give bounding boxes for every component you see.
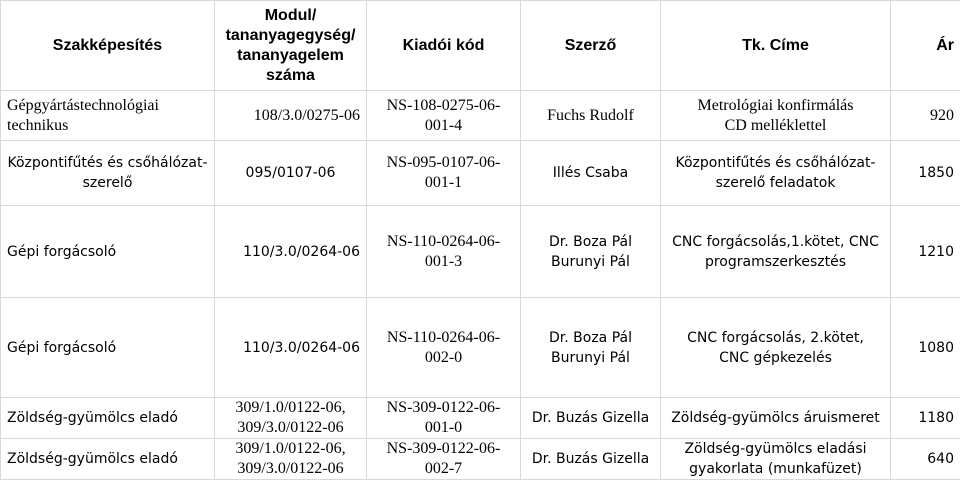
- cell-modul: 095/0107-06: [215, 141, 367, 206]
- cell-szakkepesites: Gépi forgácsoló: [1, 298, 215, 398]
- cell-szerzo: Dr. Buzás Gizella: [521, 439, 661, 480]
- cell-ar: 640: [891, 439, 960, 480]
- cell-modul: 110/3.0/0264-06: [215, 298, 367, 398]
- cell-kiadoi-kod: NS-309-0122-06- 002-7: [367, 439, 521, 480]
- cell-szerzo: Dr. Boza Pál Burunyi Pál: [521, 206, 661, 298]
- cell-tk-cime: CNC forgácsolás,1.kötet, CNC programszerkesztés: [661, 206, 891, 298]
- cell-ar: 1080: [891, 298, 960, 398]
- cell-modul: 309/1.0/0122-06, 309/3.0/0122-06: [215, 398, 367, 439]
- cell-ar: 1180: [891, 398, 960, 439]
- cell-szakkepesites: Gépgyártástechnológiai technikus: [1, 91, 215, 141]
- cell-kiadoi-kod: NS-110-0264-06- 002-0: [367, 298, 521, 398]
- cell-kiadoi-kod: NS-309-0122-06- 001-0: [367, 398, 521, 439]
- cell-kiadoi-kod: NS-110-0264-06- 001-3: [367, 206, 521, 298]
- table-row: [1, 439, 960, 480]
- table-row: [1, 91, 960, 141]
- cell-modul: 110/3.0/0264-06: [215, 206, 367, 298]
- cell-modul: 108/3.0/0275-06: [215, 91, 367, 141]
- header-modul: Modul/ tananyagegység/ tananyagelem száma: [215, 1, 367, 91]
- cell-tk-cime: Központifűtés és csőhálózat- szerelő feladatok: [661, 141, 891, 206]
- cell-modul: 309/1.0/0122-06, 309/3.0/0122-06: [215, 439, 367, 480]
- cell-szerzo: Dr. Buzás Gizella: [521, 398, 661, 439]
- cell-szakkepesites: Zöldség-gyümölcs eladó: [1, 398, 215, 439]
- table-row: [1, 141, 960, 206]
- cell-szerzo: Illés Csaba: [521, 141, 661, 206]
- cell-szakkepesites: Zöldség-gyümölcs eladó: [1, 439, 215, 480]
- cell-tk-cime: CNC forgácsolás, 2.kötet, CNC gépkezelés: [661, 298, 891, 398]
- header-kiadoi-kod: Kiadói kód: [367, 1, 521, 91]
- header-ar: Ár: [891, 1, 960, 91]
- cell-ar: 1850: [891, 141, 960, 206]
- table-row: [1, 206, 960, 298]
- header-szerzo: Szerző: [521, 1, 661, 91]
- cell-ar: 1210: [891, 206, 960, 298]
- cell-ar: 920: [891, 91, 960, 141]
- cell-szakkepesites: Gépi forgácsoló: [1, 206, 215, 298]
- table-row: [1, 398, 960, 439]
- cell-kiadoi-kod: NS-108-0275-06- 001-4: [367, 91, 521, 141]
- header-row: [1, 1, 960, 91]
- header-szakkepesites: Szakképesítés: [1, 1, 215, 91]
- cell-tk-cime: Zöldség-gyümölcs áruismeret: [661, 398, 891, 439]
- table-row: [1, 298, 960, 398]
- cell-kiadoi-kod: NS-095-0107-06- 001-1: [367, 141, 521, 206]
- header-tk-cime: Tk. Címe: [661, 1, 891, 91]
- cell-szakkepesites: Központifűtés és csőhálózat- szerelő: [1, 141, 215, 206]
- cell-szerzo: Fuchs Rudolf: [521, 91, 661, 141]
- cell-tk-cime: Zöldség-gyümölcs eladási gyakorlata (munkafüzet): [661, 439, 891, 480]
- cell-tk-cime: Metrológiai konfirmálás CD melléklettel: [661, 91, 891, 141]
- cell-szerzo: Dr. Boza Pál Burunyi Pál: [521, 298, 661, 398]
